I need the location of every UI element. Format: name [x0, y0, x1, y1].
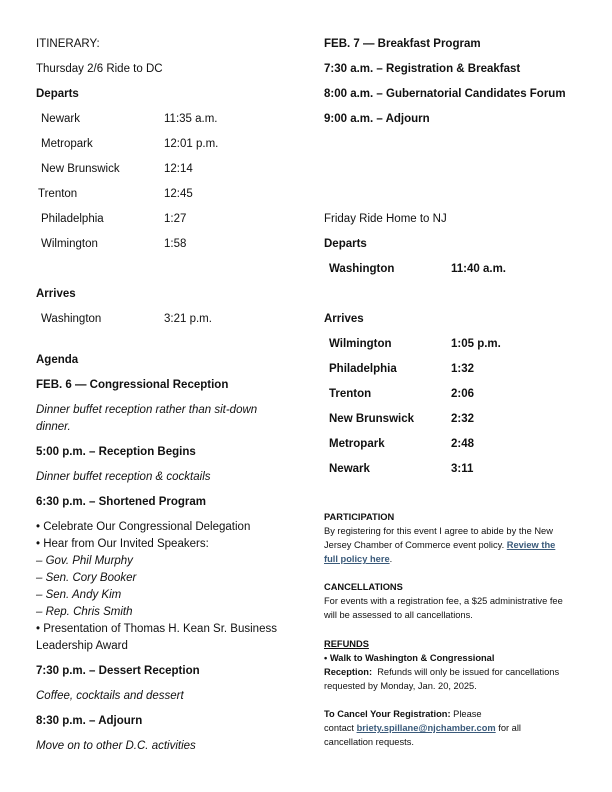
period: .: [389, 554, 393, 564]
policy-link[interactable]: Review the: [506, 540, 556, 550]
email-link[interactable]: briety.spillane@njchamber.com: [356, 723, 496, 733]
departs-label: Departs: [324, 238, 367, 250]
reception-note: Dinner buffet reception & cocktails: [36, 471, 211, 483]
feb6-title: FEB. 6 — Congressional Reception: [36, 379, 229, 391]
reception-begins: 5:00 p.m. – Reception Begins: [36, 446, 196, 458]
refunds-event: • Walk to Washington & Congressional: [324, 653, 495, 663]
refunds-text-cont: requested by Monday, Jan. 20, 2025.: [324, 681, 477, 691]
bullet-item-cont: Leadership Award: [36, 640, 128, 652]
bullet-item: • Presentation of Thomas H. Kean Sr. Business: [36, 623, 277, 635]
speaker-item: – Gov. Phil Murphy: [36, 555, 133, 567]
cancel-for-all: for all: [495, 723, 521, 733]
arrival-time: 1:32: [451, 363, 475, 375]
adjourn: 8:30 p.m. – Adjourn: [36, 715, 143, 727]
departure-time: 1:27: [164, 213, 187, 225]
participation-text-cont: [324, 538, 555, 553]
return-title: Friday Ride Home to NJ: [324, 213, 447, 225]
dessert-reception: 7:30 p.m. – Dessert Reception: [36, 665, 200, 677]
station-name: New Brunswick: [329, 413, 414, 425]
agenda-label: Agenda: [36, 354, 79, 366]
refunds-text: [324, 665, 559, 680]
cancellations-heading: CANCELLATIONS: [324, 582, 403, 592]
itinerary-heading: ITINERARY:: [36, 38, 100, 50]
refunds-heading: REFUNDS: [324, 639, 369, 649]
bullet-item: • Celebrate Our Congressional Delegation: [36, 521, 251, 533]
speaker-item: – Sen. Andy Kim: [36, 589, 122, 601]
candidates-forum: 8:00 a.m. – Gubernatorial Candidates Forum: [324, 88, 566, 100]
departure-time: 12:45: [164, 188, 193, 200]
station-name: Metropark: [329, 438, 385, 450]
cancel-text: Please: [450, 709, 482, 719]
arrival-time: 3:21 p.m.: [164, 313, 212, 325]
dessert-note: Coffee, cocktails and dessert: [36, 690, 184, 702]
outbound-title: Thursday 2/6 Ride to DC: [36, 63, 163, 75]
station-name: Wilmington: [329, 338, 392, 350]
departure-time: 1:58: [164, 238, 187, 250]
departure-time: 11:35 a.m.: [164, 113, 218, 125]
participation-text: By registering for this event I agree to abide by the New: [324, 526, 553, 536]
feb7-title: FEB. 7 — Breakfast Program: [324, 38, 481, 50]
registration-breakfast: 7:30 a.m. – Registration & Breakfast: [324, 63, 521, 75]
arrival-time: 3:11: [451, 463, 474, 475]
station-name: Philadelphia: [41, 213, 104, 225]
cancellations-text-cont: will be assessed to all cancellations.: [324, 610, 473, 620]
station-name: Newark: [41, 113, 80, 125]
station-name: Philadelphia: [329, 363, 397, 375]
refunds-event-cont: Reception:: [324, 667, 373, 677]
policy-link-cont[interactable]: full policy here: [324, 554, 390, 564]
participation-link-line: [324, 552, 392, 567]
arrival-time: 2:48: [451, 438, 475, 450]
participation-text-part: Jersey Chamber of Commerce event policy.: [324, 540, 507, 550]
speaker-item: – Sen. Cory Booker: [36, 572, 137, 584]
departure-time: 12:01 p.m.: [164, 138, 219, 150]
departure-time: 12:14: [164, 163, 193, 175]
adjourn-note: Move on to other D.C. activities: [36, 740, 196, 752]
arrives-label: Arrives: [36, 288, 76, 300]
station-name: Metropark: [41, 138, 93, 150]
speaker-item: – Rep. Chris Smith: [36, 606, 133, 618]
arrival-time: 1:05 p.m.: [451, 338, 501, 350]
station-name: Trenton: [329, 388, 372, 400]
bullet-item: • Hear from Our Invited Speakers:: [36, 538, 209, 550]
participation-heading: PARTICIPATION: [324, 512, 395, 522]
cancellations-text: For events with a registration fee, a $25 administrative fee: [324, 596, 563, 606]
arrival-time: 2:06: [451, 388, 475, 400]
feb6-note: Dinner buffet reception rather than sit-down: [36, 404, 258, 416]
departure-time: 11:40 a.m.: [451, 263, 506, 275]
station-name: Washington: [329, 263, 395, 275]
refunds-text-part: Refunds will only be issued for cancellations: [372, 667, 560, 677]
feb6-note-cont: dinner.: [36, 421, 71, 433]
breakfast-adjourn: 9:00 a.m. – Adjourn: [324, 113, 430, 125]
station-name: Wilmington: [41, 238, 98, 250]
cancel-text-cont: cancellation requests.: [324, 737, 414, 747]
arrives-label: Arrives: [324, 313, 364, 325]
station-name: New Brunswick: [41, 163, 120, 175]
cancel-registration-line: [324, 707, 482, 722]
station-name: Washington: [41, 313, 102, 325]
cancel-contact-line: [324, 721, 521, 736]
cancel-contact-text: contact: [324, 723, 357, 733]
station-name: Newark: [329, 463, 370, 475]
cancel-heading: To Cancel Your Registration:: [324, 709, 451, 719]
departs-label: Departs: [36, 88, 79, 100]
shortened-program: 6:30 p.m. – Shortened Program: [36, 496, 206, 508]
station-name: Trenton: [38, 188, 78, 200]
arrival-time: 2:32: [451, 413, 475, 425]
